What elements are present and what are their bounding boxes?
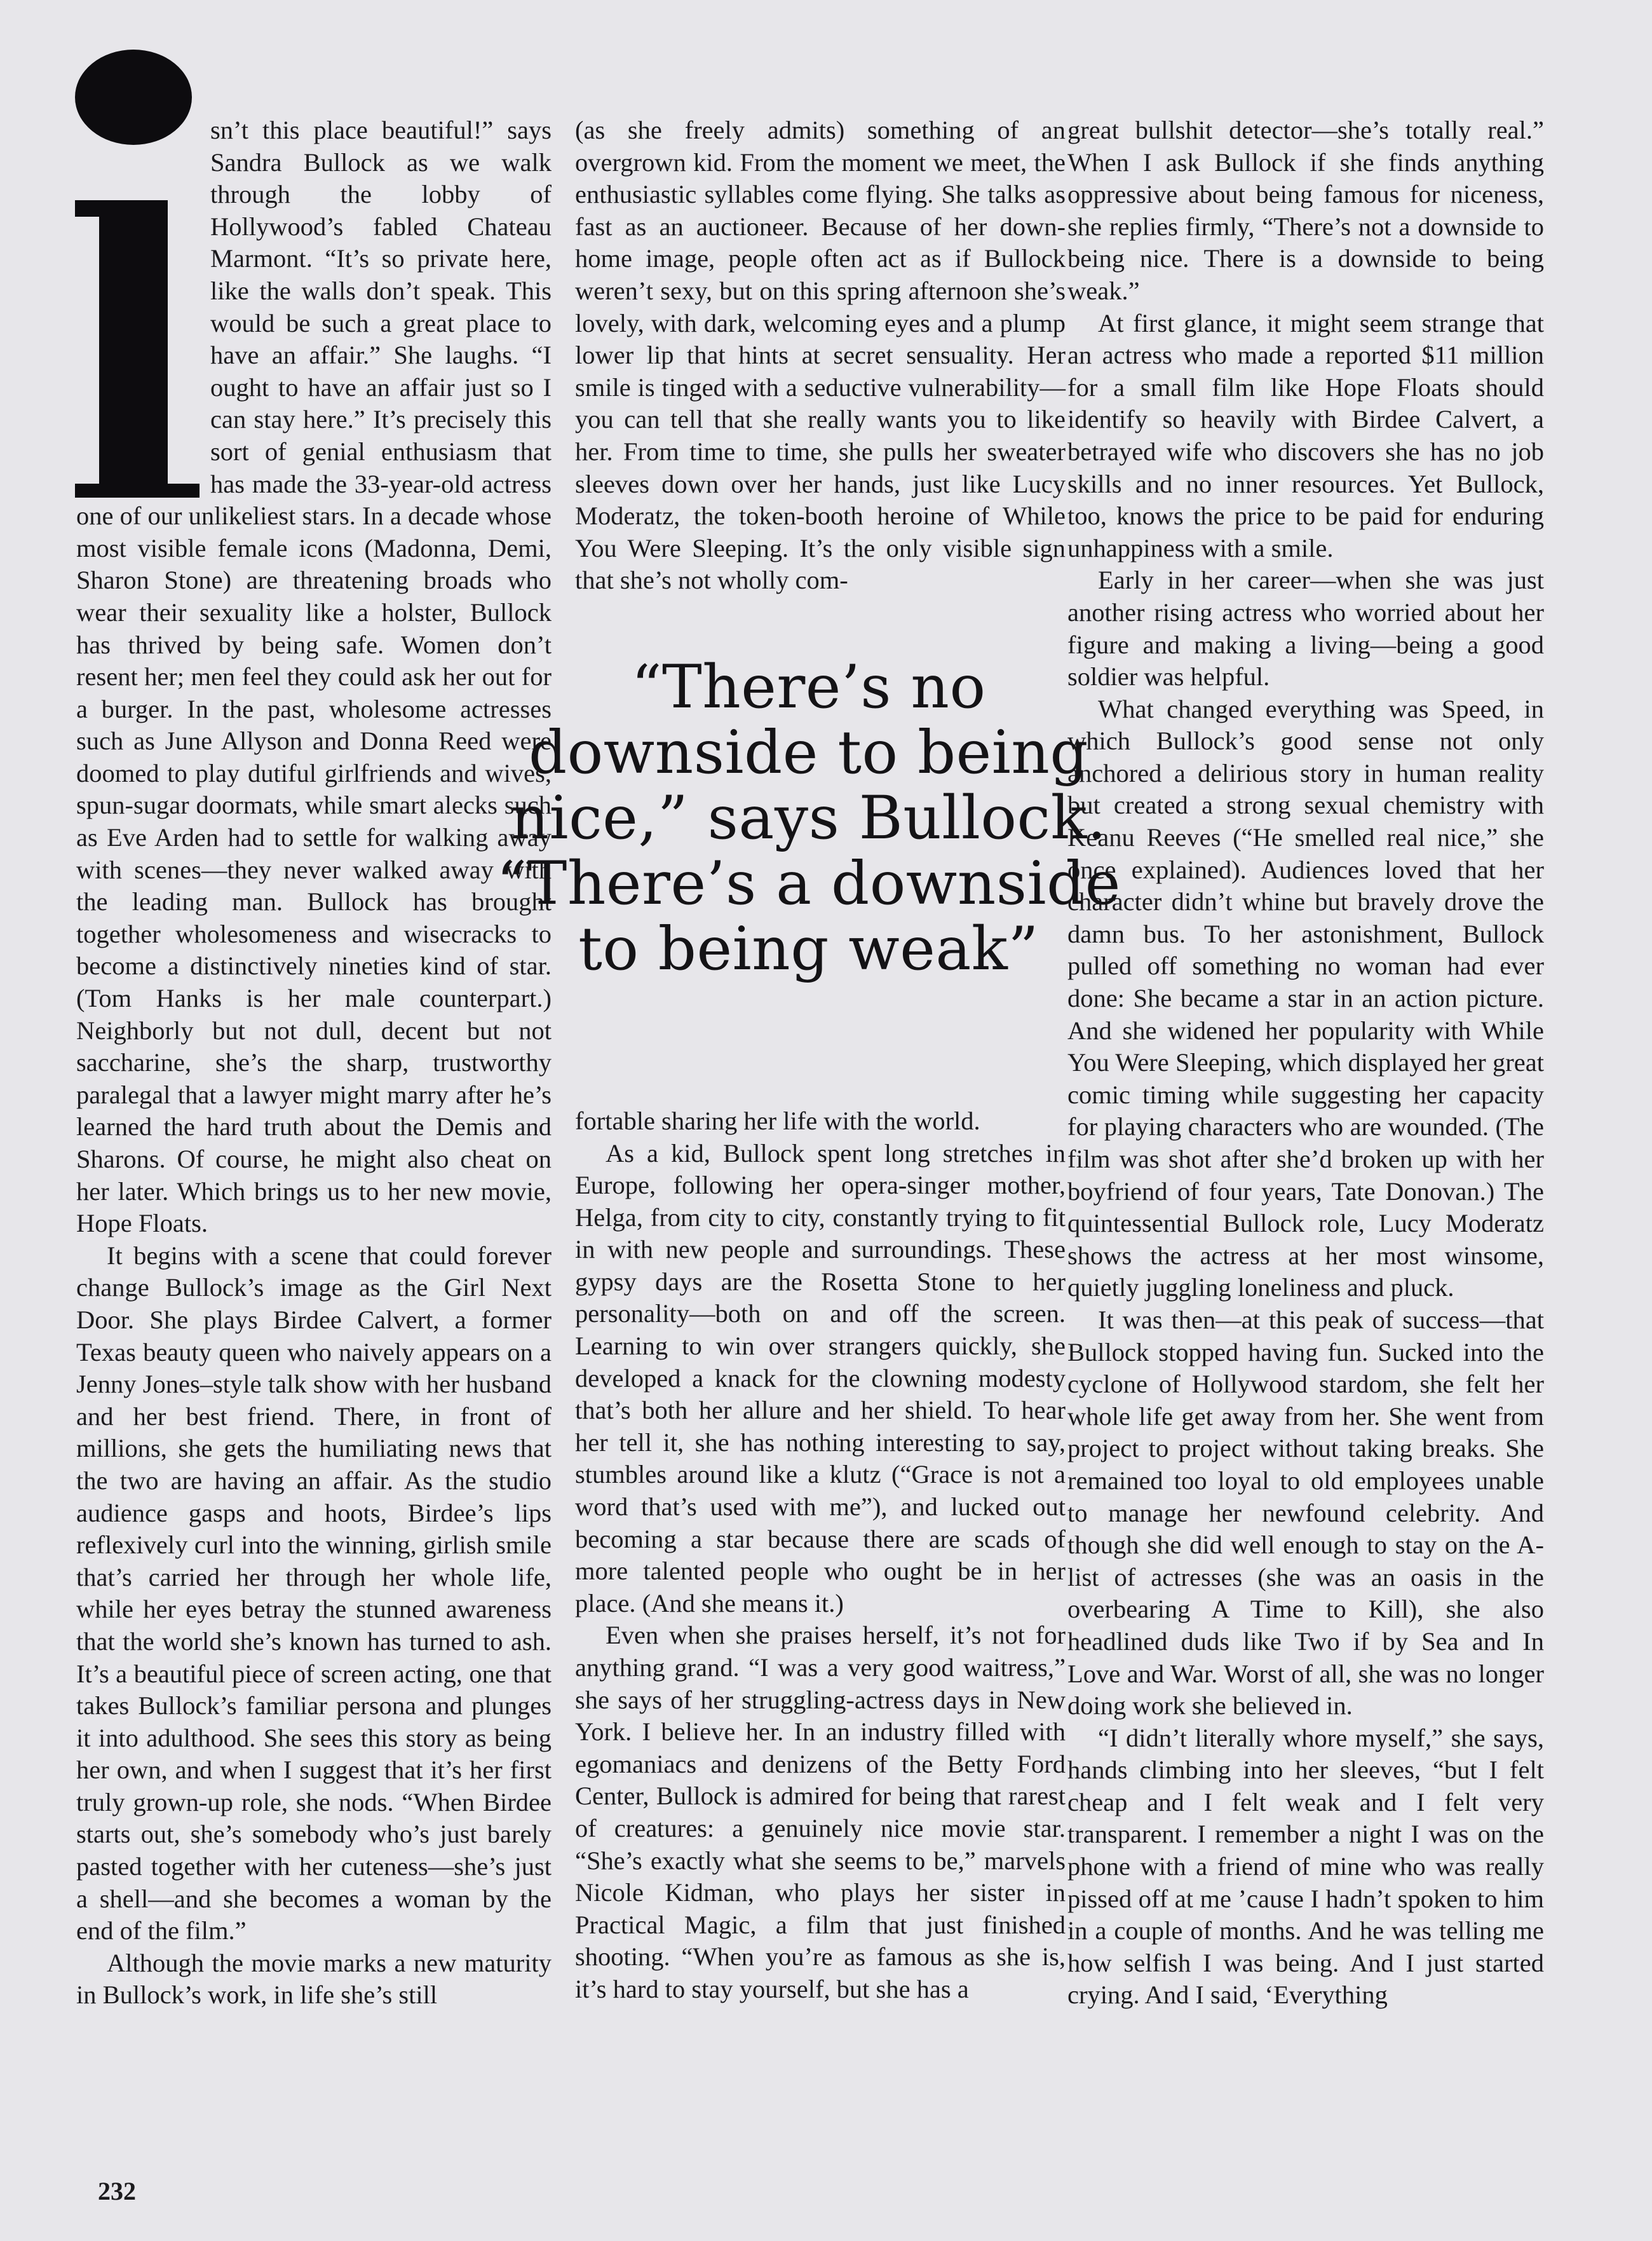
article-paragraph: It was then—at this peak of success—that Bullock stopped having fun. Sucked into the cyclone of Hollywood stardom, she felt her whole life get away from her. She went from project to project without taking breaks. She remained too loyal to old employees unable to manage her newfound celebrity. And though she did well enough to stay on the A-list of actresses (she was an oasis in the overbearing A Time to Kill), she also headlined duds like Two if by Sea and In Love and War. Worst of all, she was no longer doing work she believed in. bbox=[1067, 1305, 1544, 1720]
article-column-2 bbox=[575, 114, 1066, 2006]
pull-quote: “There’s no downside to being nice,” says Bullock. “There’s a downside to being weak” bbox=[496, 653, 1121, 984]
article-column-3 bbox=[1067, 114, 1544, 2012]
page-number: 232 bbox=[98, 2177, 136, 2205]
article-paragraph: fortable sharing her life with the world. bbox=[575, 1106, 980, 1135]
article-column-1 bbox=[76, 114, 552, 2012]
article-paragraph: Even when she praises herself, it’s not for anything grand. “I was a very good waitress,” she says of her struggling-actress days in New York. I believe her. In an industry filled with egomaniacs and denizens of the Betty Ford Center, Bullock is admired for being that rarest of creatures: a genuinely nice movie star. “She’s exactly what she seems to be,” marvels Nicole Kidman, who plays her sister in Practical Magic, a film that just finished shooting. “When you’re as famous as she is, it’s hard to stay yourself, but she has a bbox=[575, 1621, 1066, 2003]
article-paragraph: What changed everything was Speed, in which Bullock’s good sense not only anchored a delirious story in human reality but created a strong sexual chemistry with Keanu Reeves (“He smelled real nice,” she once explained). Audiences loved that her character didn’t whine but bravely drove the damn bus. To her astonishment, Bullock pulled off something no woman had ever done: She became a star in an action picture. And she widened her popularity with While You Were Sleeping, which displayed her great comic timing while suggesting her capacity for playing characters who are wounded. (The film was shot after she’d broken up with her boyfriend of four years, Tate Donovan.) The quintessential Bullock role, Lucy Moderatz shows the actress at her most winsome, quietly juggling loneliness and pluck. bbox=[1067, 694, 1544, 1302]
article-paragraph: Early in her career—when she was just another rising actress who worried about her figure and making a living—being a good soldier was helpful. bbox=[1067, 566, 1544, 691]
article-paragraph: Although the movie marks a new maturity in Bullock’s work, in life she’s still bbox=[76, 1948, 552, 2010]
article-paragraph: It begins with a scene that could forever change Bullock’s image as the Girl Next Door. She plays Birdee Calvert, a former Texas beauty queen who naively appears on a Jenny Jones–style talk show with her husband and her best friend. There, in front of millions, she gets the humiliating news that the two are having an affair. As the studio audience gasps and hoots, Birdee’s lips reflexively curl into the winning, girlish smile that’s carried her through her whole life, while her eyes betray the stunned awareness that the world she’s known has turned to ash. It’s a beautiful piece of screen acting, one that takes Bullock’s familiar persona and plunges it into adulthood. She sees this story as being her own, and when I suggest that it’s her first truly grown-up role, she nods. “When Birdee starts out, she’s somebody who’s just barely pasted together with her cuteness—she’s just a shell—and she becomes a woman by the end of the film.” bbox=[76, 1241, 552, 1945]
article-paragraph: “I didn’t literally whore myself,” she says, hands climbing into her sleeves, “but I felt cheap and I felt weak and I felt very transparent. I remember a night I was on the phone with a friend of mine who was really pissed off at me ’cause I hadn’t spoken to him in a couple of months. And he was telling me how selfish I was being. And I just started crying. And I said, ‘Everything bbox=[1067, 1723, 1544, 2010]
article-paragraph: At first glance, it might seem strange that an actress who made a reported $11 million for a small film like Hope Floats should identify so heavily with Birdee Calvert, a betrayed wife who discovers she has no job skills and no inner resources. Yet Bullock, too, knows the price to be paid for enduring unhappiness with a smile. bbox=[1067, 308, 1544, 562]
article-paragraph: (as she freely admits) something of an overgrown kid. From the moment we meet, the enthusiastic syllables come flying. She talks as fast as an auctioneer. Because of her down-home image, people often act as if Bullock weren’t sexy, but on this spring afternoon she’s lovely, with dark, welcoming eyes and a plump lower lip that hints at secret sensuality. Her smile is tinged with a seductive vulnerability—you can tell that she really wants you to like her. From time to time, she pulls her sweater sleeves down over her hands, just like Lucy Moderatz, the token-booth heroine of While You Were Sleeping. It’s the only visible sign that she’s not wholly com- bbox=[575, 116, 1066, 595]
article-paragraph: sn’t this place beautiful!” says Sandra Bullock as we walk through the lobby of Hollywood’s fabled Chateau Marmont. “It’s so private here, like the walls don’t speak. This would be such a great place to have an affair.” She laughs. “I ought to have an affair just so I can stay here.” It’s precisely this sort of genial enthusiasm that has made the 33-year-old actress one of our unlikeliest stars. In a decade whose most visible female icons (Madonna, Demi, Sharon Stone) are threatening broads who wear their sexuality like a holster, Bullock has thrived by being safe. Women don’t resent her; men feel they could ask her out for a burger. In the past, wholesome actresses such as June Allyson and Donna Reed were doomed to play dutiful girlfriends and wives, spun-sugar doormats, while smart alecks such as Eve Arden had to settle for walking away with scenes—they never walked away with the leading man. Bullock has brought together wholesomeness and wisecracks to become a distinctively nineties kind of star. (Tom Hanks is her male counterpart.) Neighborly but not dull, decent but not saccharine, she’s the sharp, trustworthy paralegal that a lawyer might marry after he’s learned the hard truth about the Demis and Sharons. Of course, he might also cheat on her later. Which brings us to her new movie, Hope Floats. bbox=[76, 116, 552, 1238]
article-paragraph: great bullshit detector—she’s totally real.” When I ask Bullock if she finds anything oppressive about being famous for niceness, she replies firmly, “There’s not a downside to being nice. There is a downside to being weak.” bbox=[1067, 116, 1544, 305]
article-paragraph: As a kid, Bullock spent long stretches in Europe, following her opera-singer mother, Helga, from city to city, constantly trying to fit in with new people and surroundings. These gypsy days are the Rosetta Stone to her personality—both on and off the screen. Learning to win over strangers quickly, she developed a knack for the clowning modesty that’s both her allure and her shield. To hear her tell it, she has nothing interesting to say, stumbles around like a klutz (“Grace is not a word that’s used with me”), and lucked out becoming a star because there are scads of more talented people who ought be in her place. (And she means it.) bbox=[575, 1138, 1066, 1618]
